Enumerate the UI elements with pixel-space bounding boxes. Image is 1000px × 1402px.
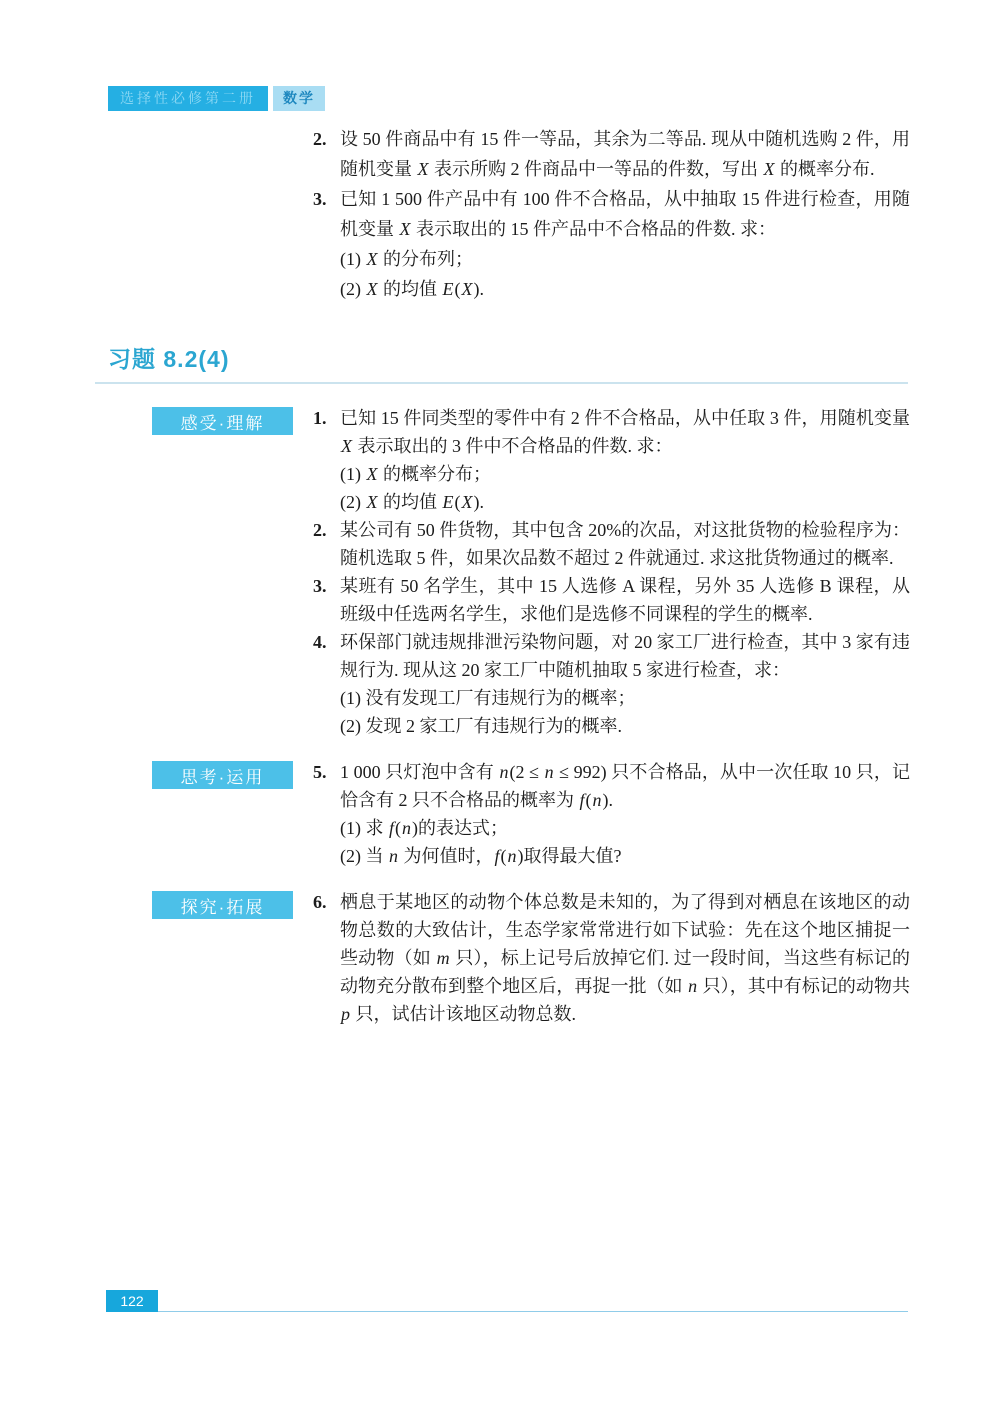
- problem-body: [340, 572, 910, 628]
- problem-subitem: (1) X 的概率分布；: [340, 464, 491, 484]
- problem-text: 环保部门就违规排泄污染物问题，对 20 家工厂进行检查，其中 3 家有违规行为. 现从这 20 家工厂中随机抽取 5 家进行检查，求：: [340, 632, 910, 680]
- problem-text: 已知 15 件同类型的零件中有 2 件不合格品，从中任取 3 件，用随机变量 X 表示取出的 3 件中不合格品的件数. 求：: [340, 408, 910, 456]
- page-header: [108, 86, 325, 111]
- problem-row: [313, 404, 910, 516]
- problem-number: 2.: [313, 520, 327, 540]
- series-badge: 选择性必修第二册: [108, 86, 268, 111]
- group-badge: 探究·拓展: [152, 891, 293, 919]
- problem-subitem: (2) 发现 2 家工厂有违规行为的概率.: [340, 716, 622, 736]
- group-badge: 思考·运用: [152, 761, 293, 789]
- problem-row: [313, 888, 910, 1028]
- problem-subitem: (1) X 的分布列；: [340, 249, 473, 269]
- previous-exercise-continuation: [313, 124, 910, 304]
- problem-row: [313, 572, 910, 628]
- problem-number: 5.: [313, 762, 327, 782]
- problem-row: [313, 516, 910, 572]
- problem-body: [340, 124, 910, 184]
- problem-number: 3.: [313, 189, 327, 209]
- problem-body: [340, 628, 910, 740]
- problem-body: [340, 184, 910, 304]
- problem-number: 2.: [313, 129, 327, 149]
- subject-badge: 数学: [273, 86, 325, 111]
- problem-body: [340, 404, 910, 516]
- group-explore-extend: [0, 888, 910, 1028]
- problem-number: 4.: [313, 632, 327, 652]
- problem-subitem: (1) 没有发现工厂有违规行为的概率；: [340, 688, 636, 708]
- problem-number: 6.: [313, 892, 327, 912]
- problem-row: [313, 758, 910, 870]
- problem-subitem: (2) X 的均值 E(X).: [340, 279, 484, 299]
- problem-body: [340, 758, 910, 870]
- problem-text: 已知 1 500 件产品中有 100 件不合格品，从中抽取 15 件进行检查，用随机变量 X 表示取出的 15 件产品中不合格品的件数. 求：: [340, 189, 910, 239]
- problem-text: 某公司有 50 件货物，其中包含 20%的次品，对这批货物的检验程序为：随机选取 5 件，如果次品数不超过 2 件就通过. 求这批货物通过的概率.: [340, 520, 910, 568]
- problem-subitem: (2) 当 n 为何值时，f(n)取得最大值?: [340, 846, 622, 866]
- problem-row: [313, 124, 910, 184]
- exercise-groups: [0, 404, 910, 1028]
- footer-rule: [106, 1311, 908, 1312]
- problem-body: [340, 516, 910, 572]
- problem-text: 栖息于某地区的动物个体总数是未知的，为了得到对栖息在该地区的动物总数的大致估计，生态学家常常进行如下试验：先在这个地区捕捉一些动物（如 m 只），标上记号后放掉它们. 过一段时间，当这些有标记的动物充分散布到整个地区后，再捉一批（如 n 只），其中有标记的动物共 p 只，试估计该地区动物总数.: [340, 892, 910, 1024]
- group-badge: 感受·理解: [152, 407, 293, 435]
- group-think-apply: [0, 758, 910, 870]
- problem-subitem: (2) X 的均值 E(X).: [340, 492, 484, 512]
- problem-text: 1 000 只灯泡中含有 n(2 ≤ n ≤ 992) 只不合格品，从中一次任取 10 只，记恰含有 2 只不合格品的概率为 f(n).: [340, 762, 911, 810]
- problem-row: [313, 184, 910, 304]
- problem-subitem: (1) 求 f(n)的表达式；: [340, 818, 509, 838]
- group-perceive-understand: [0, 404, 910, 740]
- problem-number: 1.: [313, 408, 327, 428]
- exercise-set-title: 习题 8.2(4): [95, 341, 908, 384]
- problem-text: 设 50 件商品中有 15 件一等品，其余为二等品. 现从中随机选购 2 件，用随机变量 X 表示所购 2 件商品中一等品的件数，写出 X 的概率分布.: [340, 129, 910, 179]
- problem-number: 3.: [313, 576, 327, 596]
- problem-row: [313, 628, 910, 740]
- page-number-badge: 122: [106, 1290, 158, 1312]
- problem-text: 某班有 50 名学生，其中 15 人选修 A 课程，另外 35 人选修 B 课程，从班级中任选两名学生，求他们是选修不同课程的学生的概率.: [340, 576, 910, 624]
- problem-body: [340, 888, 910, 1028]
